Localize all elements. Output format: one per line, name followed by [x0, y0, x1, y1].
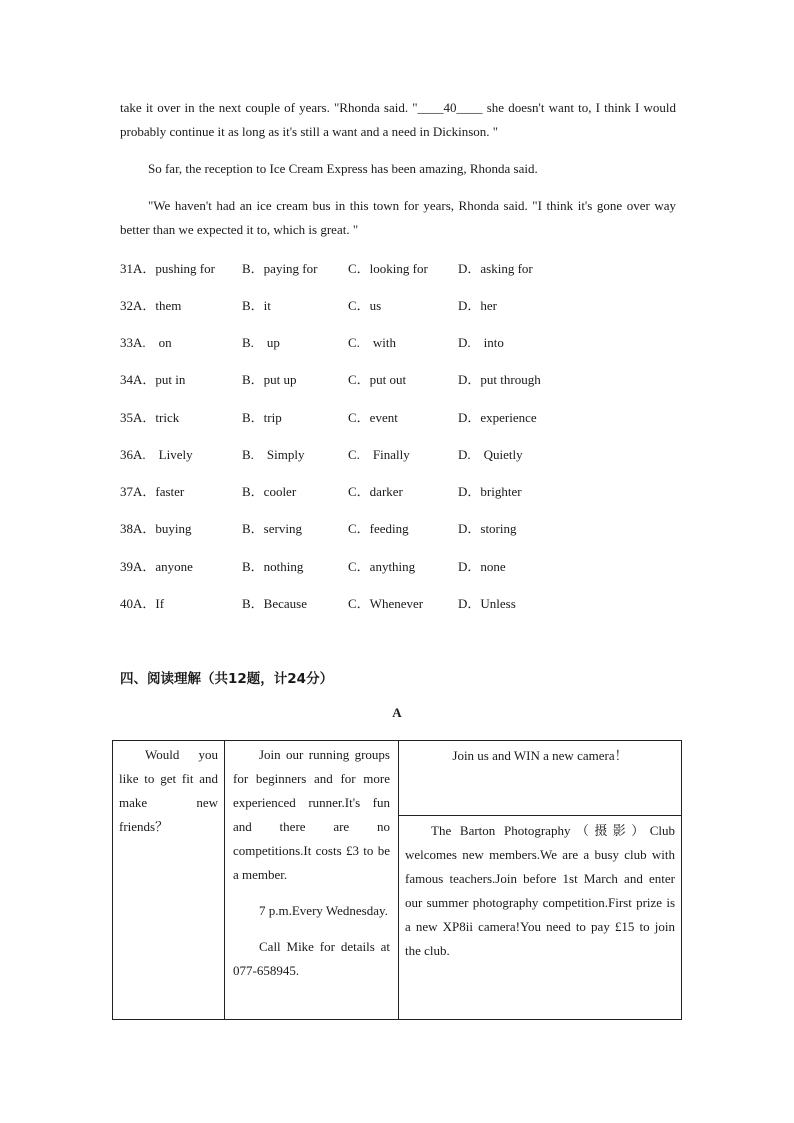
photography-club-description: The Barton Photography（摄影）Club welcomes new members.We are a busy club with famous teachers.Join before 1st March and enter our summer photography competition.First prize is a new XP8ii camera!You need to pay £15 to join the club. — [405, 823, 675, 958]
option-a: A．put in — [133, 372, 186, 387]
option-d: D. Quietly — [458, 447, 523, 462]
option-d: D．her — [458, 298, 497, 313]
running-group-contact: Call Mike for details at 077-658945. — [233, 939, 390, 978]
option-c: C．looking for — [348, 261, 428, 276]
part-heading: A — [392, 705, 402, 720]
option-b: B．put up — [242, 372, 297, 387]
ad-cell-running-group — [225, 741, 399, 1020]
fitness-question-text: Would you like to get fit and make new friends？ — [119, 747, 218, 834]
question-number: 34. — [120, 372, 137, 387]
option-b: B. up — [242, 335, 280, 350]
option-c: C．darker — [348, 484, 403, 499]
option-c: C．event — [348, 410, 398, 425]
question-number: 33. — [120, 335, 137, 350]
option-b: B. Simply — [242, 447, 305, 462]
option-c: C．us — [348, 298, 382, 313]
option-b: B．nothing — [242, 559, 304, 574]
option-c: C．Whenever — [348, 596, 424, 611]
question-number: 32. — [120, 298, 137, 313]
ad-cell-fitness-question — [113, 741, 225, 1020]
option-d: D．storing — [458, 521, 517, 536]
option-d: D. into — [458, 335, 504, 350]
option-b: B．serving — [242, 521, 302, 536]
option-d: D．asking for — [458, 261, 533, 276]
option-a: A．faster — [133, 484, 185, 499]
option-a: A. on — [133, 335, 172, 350]
option-c: C．anything — [348, 559, 416, 574]
option-c: C. with — [348, 335, 397, 350]
running-group-description: Join our running groups for beginners and for more experienced runner.It's fun and there are no competitions.It costs £3 to be a member. — [233, 747, 390, 882]
option-b: B．cooler — [242, 484, 297, 499]
option-d: D．Unless — [458, 596, 516, 611]
option-c: C．put out — [348, 372, 407, 387]
option-a: A．buying — [133, 521, 192, 536]
ad-cell-photography-club — [399, 816, 682, 1020]
camera-headline-text: Join us and WIN a new camera！ — [452, 748, 628, 763]
option-a: A. Lively — [133, 447, 193, 462]
option-d: D．none — [458, 559, 506, 574]
question-number: 37. — [120, 484, 137, 499]
question-number: 31. — [120, 261, 137, 276]
passage-paragraph-3: "We haven't had an ice cream bus in this town for years, Rhonda said. "I think it's gone over way better than we expected it to, which is great. " — [120, 198, 676, 237]
option-a: A．If — [133, 596, 165, 611]
option-b: B．paying for — [242, 261, 318, 276]
ad-cell-camera-headline — [399, 741, 682, 816]
option-b: B．trip — [242, 410, 282, 425]
question-number: 39. — [120, 559, 137, 574]
question-number: 36. — [120, 447, 137, 462]
passage-paragraph-1: take it over in the next couple of years. "Rhonda said. "____40____ she doesn't want to, I think I would probably continue it as long as it's still a want and a need in Dickinson. " — [120, 100, 676, 139]
option-d: D．brighter — [458, 484, 522, 499]
passage-paragraph-2: So far, the reception to Ice Cream Express has been amazing, Rhonda said. — [148, 161, 538, 176]
question-number: 35. — [120, 410, 137, 425]
running-group-time: 7 p.m.Every Wednesday. — [259, 903, 388, 918]
option-c: C．feeding — [348, 521, 409, 536]
option-a: A．pushing for — [133, 261, 215, 276]
question-number: 40. — [120, 596, 137, 611]
question-number: 38. — [120, 521, 137, 536]
option-b: B．it — [242, 298, 271, 313]
option-d: D．experience — [458, 410, 537, 425]
option-c: C. Finally — [348, 447, 410, 462]
option-a: A．them — [133, 298, 182, 313]
ads-table — [112, 740, 682, 1020]
option-d: D．put through — [458, 372, 541, 387]
section-title: 四、阅读理解（共12题，计24分） — [120, 671, 334, 687]
option-b: B．Because — [242, 596, 307, 611]
option-a: A．anyone — [133, 559, 193, 574]
option-a: A．trick — [133, 410, 180, 425]
